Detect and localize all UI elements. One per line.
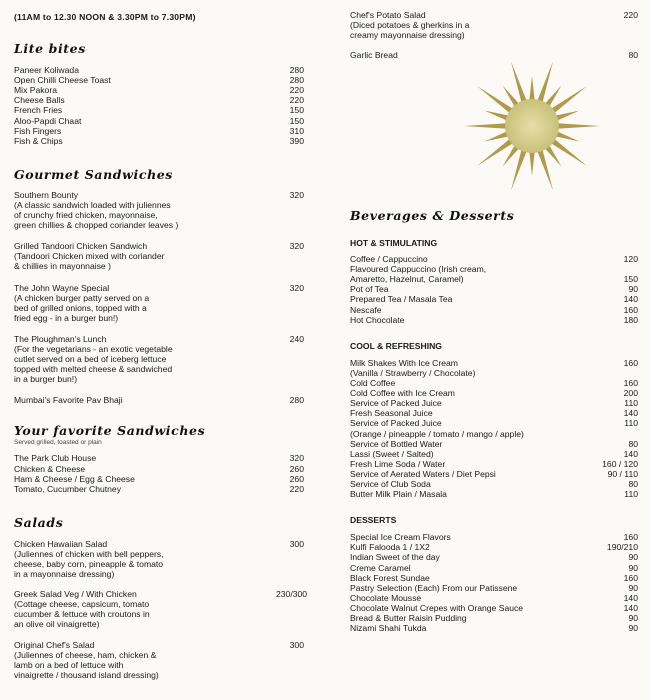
menu-item (350, 623, 638, 633)
subsection-desserts: DESSERTS (350, 515, 397, 526)
menu-item-row (14, 116, 304, 126)
menu-item-row (350, 358, 638, 368)
menu-item-name: Cold Coffee (350, 378, 396, 389)
desserts-list (350, 532, 638, 633)
menu-item-name: Black Forest Sundae (350, 572, 430, 583)
sun-ray (511, 149, 527, 191)
menu-item-price: 240 (289, 333, 304, 344)
sun-ray (555, 131, 580, 141)
menu-item-price (578, 429, 638, 439)
menu-item-row (350, 398, 638, 408)
menu-item-price: 150 (623, 274, 638, 285)
menu-item (350, 573, 638, 583)
menu-item-row (350, 479, 638, 489)
menu-item-name: The Park Club House (14, 453, 97, 464)
menu-item (350, 489, 638, 499)
menu-item-row (350, 254, 638, 264)
menu-item-row (14, 85, 304, 95)
menu-item (350, 459, 638, 469)
menu-item-row (350, 388, 638, 398)
menu-item-row (350, 532, 638, 542)
menu-item (350, 294, 638, 304)
menu-item-price: 140 (623, 294, 638, 305)
menu-item-name: Garlic Bread (350, 50, 398, 61)
menu-item-row (350, 368, 638, 378)
menu-item-row (14, 75, 304, 85)
menu-item-price: 90 / 110 (607, 468, 638, 479)
menu-item (14, 283, 304, 323)
menu-item-row (350, 563, 638, 573)
menu-item-price: 90 (628, 562, 638, 573)
menu-item-description: (Cottage cheese, capsicum, tomato cucumber & lettuce with croutons in an olive oil vinaigrette) (14, 599, 150, 630)
menu-item-name: Lassi (Sweet / Salted) (350, 448, 434, 459)
sun-ray (529, 76, 534, 101)
menu-item-row (14, 95, 304, 105)
sun-ray (537, 61, 553, 103)
menu-item (350, 305, 638, 315)
menu-item-row (14, 395, 304, 405)
section-title-gourmet: Gourmet Sandwiches (14, 166, 173, 182)
hot-list (350, 254, 638, 325)
menu-item-price: 110 (624, 418, 638, 429)
menu-item-price: 110 (624, 489, 638, 500)
menu-item (350, 532, 638, 542)
menu-item-price: 140 (623, 592, 638, 603)
menu-item-name: Chocolate Walnut Crepes with Orange Sauce (350, 602, 524, 613)
menu-item-row (350, 274, 638, 284)
menu-item-name: Fresh Lime Soda / Water (350, 458, 446, 469)
lite-bites-list (14, 65, 304, 146)
gourmet-list (14, 190, 304, 406)
menu-item-name: Flavoured Cappuccino (Irish cream, (350, 264, 487, 275)
menu-item (350, 429, 638, 439)
menu-item-name: Fish & Chips (14, 135, 63, 146)
menu-item-row (14, 474, 304, 484)
sun-ray (511, 61, 527, 103)
menu-item (350, 254, 638, 264)
menu-item-name: Grilled Tandoori Chicken Sandwich (14, 241, 148, 252)
beverages-block (350, 208, 638, 633)
menu-item-price: 220 (289, 85, 304, 96)
menu-item-name: (Orange / pineapple / tomato / mango / apple) (350, 428, 524, 439)
menu-item-row (350, 449, 638, 459)
menu-item-row (14, 484, 304, 494)
menu-item-row (350, 623, 638, 633)
menu-item (14, 85, 304, 95)
menu-item-row (350, 469, 638, 479)
menu-item-price: 320 (289, 453, 304, 464)
menu-item-row (14, 190, 304, 200)
menu-item (350, 593, 638, 603)
sun-ray (484, 111, 509, 121)
menu-item-name: Chicken & Cheese (14, 463, 86, 474)
menu-item-price: 90 (628, 582, 638, 593)
menu-item-name: Original Chef's Salad (14, 639, 95, 650)
menu-item-row (350, 613, 638, 623)
menu-item-price: 160 (623, 532, 638, 543)
sun-ray (555, 111, 580, 121)
menu-item-row (350, 378, 638, 388)
menu-item-row (350, 593, 638, 603)
menu-item-row (350, 583, 638, 593)
menu-item-name: Milk Shakes With Ice Cream (350, 357, 458, 368)
menu-item-name: Service of Packed Juice (350, 418, 442, 429)
menu-item-name: Service of Aerated Waters / Diet Pepsi (350, 468, 496, 479)
menu-item-name: Fish Fingers (14, 125, 62, 136)
menu-item (350, 378, 638, 388)
menu-item-price: 310 (289, 125, 304, 136)
menu-item (350, 398, 638, 408)
menu-item-name: Service of Bottled Water (350, 438, 443, 449)
menu-item (14, 126, 304, 136)
right-top-list (350, 10, 638, 60)
menu-item (350, 10, 638, 40)
menu-item-name: Service of Club Soda (350, 478, 431, 489)
menu-item-row (350, 489, 638, 499)
menu-item-price: 120 (623, 254, 638, 265)
menu-item-price: 110 (624, 398, 638, 409)
menu-item-price: 190/210 (606, 542, 638, 553)
menu-item-price: 220 (289, 483, 304, 494)
menu-item-row (350, 264, 638, 274)
sun-ray (484, 131, 509, 141)
menu-item-price: 260 (289, 473, 304, 484)
menu-item (350, 358, 638, 368)
menu-item (14, 395, 304, 405)
menu-item (350, 583, 638, 593)
menu-item-name: Chef's Potato Salad (350, 10, 426, 20)
menu-item-name: The John Wayne Special (14, 282, 110, 293)
favorite-list (14, 453, 304, 493)
menu-item-price: 160 / 120 (602, 458, 638, 469)
menu-item-row (14, 334, 304, 344)
menu-item-price: 160 (623, 378, 638, 389)
menu-item-description: (A classic sandwich loaded with juliennes of crunchy fried chicken, mayonnaise, green chillies & chopped coriander leaves ) (14, 199, 179, 231)
menu-item-row (14, 453, 304, 463)
menu-item-name: French Fries (14, 105, 63, 116)
menu-item-name: Cheese Balls (14, 95, 65, 106)
menu-item-description: (A chicken burger patty served on a bed of grilled onions, topped with a fried egg - in a burger bun!) (14, 292, 150, 323)
menu-item-price: 280 (289, 65, 304, 76)
menu-item-price: 90 (628, 552, 638, 563)
menu-item-row (350, 10, 638, 20)
menu-item (14, 640, 304, 680)
menu-item-price (578, 368, 638, 378)
menu-item-name: Coffee / Cappuccino (350, 254, 428, 265)
menu-item-name: Greek Salad Veg / With Chicken (14, 589, 137, 600)
menu-item-name: Nescafe (350, 304, 382, 315)
menu-item (14, 190, 304, 230)
menu-item-description: (Diced potatoes & gherkins in a creamy mayonnaise dressing) (350, 20, 470, 41)
menu-item-row (14, 126, 304, 136)
menu-item-name: Prepared Tea / Masala Tea (350, 294, 453, 305)
menu-item-name: Hot Chocolate (350, 314, 405, 325)
menu-item-name: Butter Milk Plain / Masala (350, 489, 447, 500)
menu-item-price: 320 (289, 282, 304, 293)
menu-item-description: (Tandoori Chicken mixed with coriander & chillies in mayonnaise ) (14, 251, 165, 272)
menu-item-row (14, 589, 308, 600)
menu-item-row (14, 105, 304, 115)
sun-ray (477, 86, 514, 114)
menu-item-name: Southern Bounty (14, 189, 79, 200)
menu-item (350, 264, 638, 274)
menu-item-name: Chocolate Mousse (350, 592, 422, 603)
menu-item-name: Fresh Seasonal Juice (350, 408, 433, 419)
menu-item-name: Special Ice Cream Flavors (350, 532, 451, 543)
menu-item-price: 230/300 (276, 589, 308, 600)
menu-item-price: 180 (623, 314, 638, 325)
menu-item (350, 439, 638, 449)
menu-item (350, 479, 638, 489)
menu-item-price: 90 (628, 284, 638, 295)
menu-item-row (350, 408, 638, 418)
menu-item (350, 418, 638, 428)
menu-item-row (14, 136, 304, 146)
menu-item-name: Ham & Cheese / Egg & Cheese (14, 473, 135, 484)
menu-item-price: 80 (628, 438, 638, 449)
menu-item (350, 613, 638, 623)
menu-item-row (350, 573, 638, 583)
menu-item-price: 80 (628, 478, 638, 489)
sun-ray (550, 138, 587, 166)
sun-ray (550, 86, 587, 114)
menu-item (350, 469, 638, 479)
menu-item (14, 464, 304, 474)
menu-item-row (350, 305, 638, 315)
menu-item-name: The Ploughman's Lunch (14, 333, 107, 344)
sun-ray (464, 123, 507, 128)
section-title-lite-bites: Lite bites (14, 41, 86, 57)
menu-item (14, 95, 304, 105)
menu-item-name: (Vanilla / Strawberry / Chocolate) (350, 367, 476, 378)
subsection-cool: COOL & REFRESHING (350, 340, 442, 351)
menu-item-name: Open Chilli Cheese Toast (14, 75, 111, 86)
sun-illustration-icon (452, 54, 610, 194)
menu-item-price: 140 (623, 602, 638, 613)
menu-item (14, 65, 304, 75)
menu-item (14, 453, 304, 463)
menu-item-price: 160 (623, 304, 638, 315)
section-title-beverages: Beverages & Desserts (350, 208, 515, 223)
menu-item (14, 75, 304, 85)
sun-ray (537, 149, 553, 191)
menu-item-row (350, 542, 638, 552)
menu-item-price: 160 (623, 357, 638, 368)
menu-item-row (350, 552, 638, 562)
menu-item-name: Tomato, Cucumber Chutney (14, 483, 121, 494)
menu-item (350, 284, 638, 294)
menu-item-name: Pastry Selection (Each) From our Patissene (350, 582, 518, 593)
menu-item (350, 563, 638, 573)
menu-item (14, 136, 304, 146)
cool-list (350, 358, 638, 499)
menu-item-price: 160 (623, 572, 638, 583)
menu-item-name: Pot of Tea (350, 284, 389, 295)
menu-item-price: 280 (289, 395, 304, 406)
menu-item (14, 484, 304, 494)
menu-item (14, 116, 304, 126)
menu-item (350, 449, 638, 459)
left-column (14, 0, 308, 680)
menu-item-name: Chicken Hawaiian Salad (14, 538, 108, 549)
menu-item (350, 603, 638, 613)
menu-item-price: 320 (289, 189, 304, 200)
sun-disc (505, 99, 559, 153)
menu-item-price: 140 (623, 448, 638, 459)
favorite-note: Served grilled, toasted or plain (14, 439, 102, 447)
menu-item-description: (For the vegetarians - an exotic vegetable cutlet served on a bed of iceberg lettuce topped with melted cheese & sandwiched in a burger bun!) (14, 343, 173, 385)
section-title-salads: Salads (14, 514, 64, 530)
sun-ray (529, 151, 534, 176)
menu-item-price: 260 (289, 463, 304, 474)
menu-item-row (14, 283, 304, 293)
menu-item-name: Paneer Koliwada (14, 65, 79, 76)
menu-item (350, 552, 638, 562)
menu-item-row (350, 603, 638, 613)
menu-item-name: Mumbai's Favorite Pav Bhaji (14, 395, 123, 406)
menu-item-price: 280 (289, 75, 304, 86)
menu-item-price: 140 (623, 408, 638, 419)
menu-item-row (350, 429, 638, 439)
menu-item-name: Indian Sweet of the day (350, 552, 440, 563)
menu-item (14, 334, 304, 384)
menu-item-row (14, 539, 304, 549)
menu-item-price (578, 264, 638, 274)
menu-item-row (350, 418, 638, 428)
menu-item-row (14, 65, 304, 75)
menu-item-price: 320 (289, 241, 304, 252)
menu-item-name: Cold Coffee with Ice Cream (350, 388, 455, 399)
menu-item (14, 589, 308, 630)
menu-item-row (14, 640, 304, 650)
menu-item-price: 220 (289, 95, 304, 106)
menu-item (14, 474, 304, 484)
menu-item-row (350, 315, 638, 325)
menu-item-price: 150 (289, 115, 304, 126)
menu-item (350, 408, 638, 418)
section-title-favorite: Your favorite Sandwiches (14, 423, 206, 439)
menu-item (350, 388, 638, 398)
menu-item-price: 220 (623, 10, 638, 20)
menu-item-name: Creme Caramel (350, 562, 411, 573)
menu-item (14, 539, 304, 579)
menu-item (14, 105, 304, 115)
menu-item-name: Service of Packed Juice (350, 398, 442, 409)
menu-item (14, 241, 304, 271)
menu-item-row (350, 284, 638, 294)
menu-item (350, 274, 638, 284)
menu-item-name: Mix Pakora (14, 85, 57, 96)
menu-item-price: 150 (289, 105, 304, 116)
menu-item-price: 200 (623, 388, 638, 399)
menu-item-row (14, 464, 304, 474)
menu-item (350, 368, 638, 378)
menu-item-price: 80 (628, 50, 638, 61)
menu-item-row (350, 459, 638, 469)
menu-item-price: 300 (289, 639, 304, 650)
menu-item-row (350, 439, 638, 449)
menu-item-row (350, 294, 638, 304)
menu-item-name: Aloo-Papdi Chaat (14, 115, 82, 126)
menu-item-row (14, 241, 304, 251)
menu-item-price: 300 (289, 538, 304, 549)
sun-ray (557, 123, 600, 128)
menu-item-name: Kulfi Falooda 1 / 1X2 (350, 542, 430, 553)
salads-list (14, 538, 308, 680)
menu-item-name: Amaretto, Hazelnut, Caramel) (350, 274, 464, 285)
menu-item-description: (Juliennes of cheese, ham, chicken & lamb on a bed of lettuce with vinaigrette / thousand island dressing) (14, 649, 159, 680)
menu-item (350, 315, 638, 325)
service-hours: (11AM to 12.30 NOON & 3.30PM to 7.30PM) (14, 12, 196, 22)
subsection-hot: HOT & STIMULATING (350, 238, 438, 248)
menu-item-description: (Juliennes of chicken with bell peppers, cheese, baby corn, pineapple & tomato in a mayonnaise dressing) (14, 548, 164, 580)
menu-item-name: Nizami Shahi Tukda (350, 623, 427, 634)
menu-item-price: 390 (289, 135, 304, 146)
right-column (350, 0, 638, 634)
menu-item-price: 90 (628, 613, 638, 623)
menu-item-price: 90 (628, 623, 638, 634)
menu-item (350, 542, 638, 552)
menu-item-name: Bread & Butter Raisin Pudding (350, 613, 467, 623)
sun-ray (477, 138, 514, 166)
